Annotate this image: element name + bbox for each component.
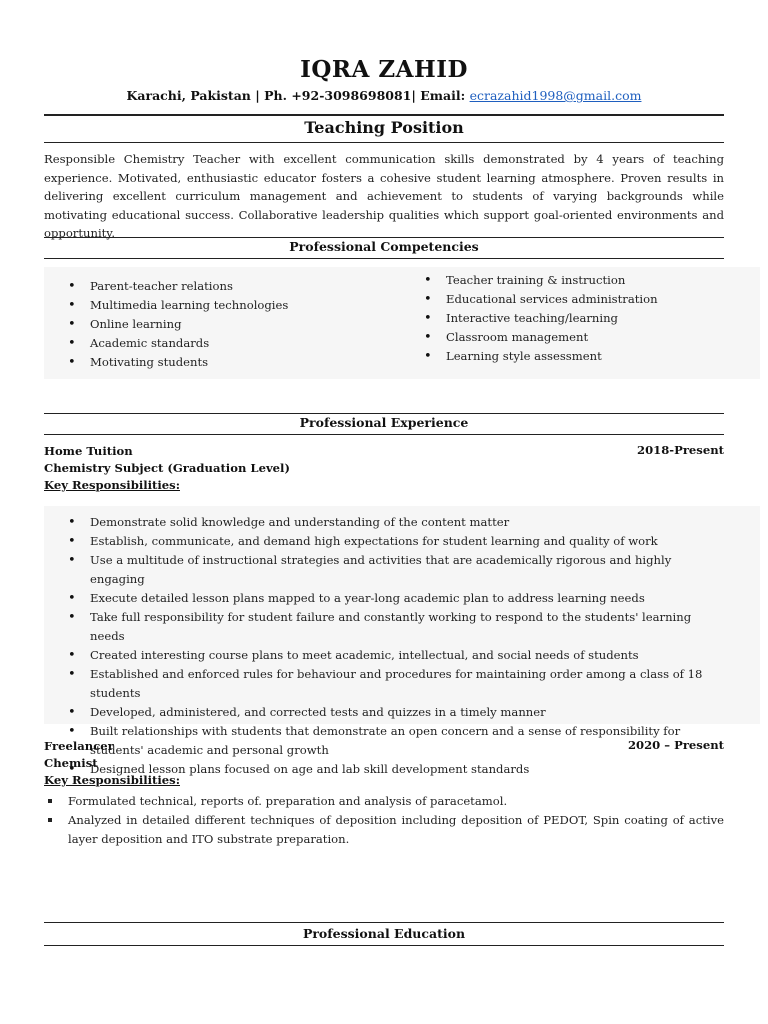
list-item: • Online learning — [64, 315, 384, 334]
list-item: Formulated technical, reports of. preparation and analysis of paracetamol. — [44, 792, 724, 811]
experience-title: Professional Experience — [299, 415, 469, 430]
key-responsibilities-label: Key Responsibilities: — [44, 773, 180, 787]
section-divider — [44, 142, 724, 143]
list-item: • Designed lesson plans focused on age and lab skill development standards — [44, 760, 724, 779]
competencies-left-list — [64, 277, 384, 372]
list-item: • Learning style assessment — [420, 347, 720, 366]
contact-line — [0, 88, 768, 103]
section-divider — [44, 114, 724, 116]
list-item: • Established and enforced rules for behaviour and procedures for maintaining order among a class of 18 students — [44, 665, 724, 703]
job-employer: Home Tuition — [44, 444, 133, 458]
job-dates: 2020 – Present — [627, 738, 724, 752]
list-item: • Use a multitude of instructional strategies and activities that are academically rigorous and highly engaging — [44, 551, 724, 589]
list-item: • Establish, communicate, and demand high expectations for student learning and quality of work — [44, 532, 724, 551]
list-item: • Created interesting course plans to meet academic, intellectual, and social needs of students — [44, 646, 724, 665]
list-item: • Parent-teacher relations — [64, 277, 384, 296]
list-item: Analyzed in detailed different techniques of deposition including deposition of PEDOT, Spin coating of active layer deposition and ITO substrate preparation. — [44, 811, 724, 849]
list-item: • Built relationships with students that demonstrate an open concern and a sense of responsibility for students' academic and personal growth — [44, 722, 724, 760]
list-item: • Teacher training & instruction — [420, 271, 720, 290]
list-item: • Academic standards — [64, 334, 384, 353]
list-item: • Demonstrate solid knowledge and understanding of the content matter — [44, 513, 724, 532]
list-item: • Classroom management — [420, 328, 720, 347]
section-divider — [44, 413, 724, 414]
list-item: • Motivating students — [64, 353, 384, 372]
key-responsibilities-label: Key Responsibilities: — [44, 478, 180, 492]
section-divider — [44, 945, 724, 946]
summary-paragraph: Responsible Chemistry Teacher with excellent communication skills demonstrated by 4 years of teaching experience. Motivated, enthusiastic educator fosters a cohesive student learning atmosphere. Proven results in delivering excellent curriculum management and achievement to students of varying backgrounds while motivating educational success. Collaborative leadership qualities which support goal-oriented environments and opportunity. — [44, 152, 724, 240]
list-item: • Interactive teaching/learning — [420, 309, 720, 328]
list-item: • Multimedia learning technologies — [64, 296, 384, 315]
list-item: • Developed, administered, and corrected tests and quizzes in a timely manner — [44, 703, 724, 722]
job-role: Chemist — [44, 756, 98, 770]
section-divider — [44, 237, 724, 238]
job-2-responsibilities — [44, 792, 724, 849]
job-2-header — [44, 738, 180, 789]
job-role: Chemistry Subject (Graduation Level) — [44, 461, 290, 475]
competencies-title: Professional Competencies — [289, 239, 479, 254]
list-item: • Educational services administration — [420, 290, 720, 309]
competencies-right-list — [420, 271, 720, 366]
candidate-name: IQRA ZAHID — [300, 56, 468, 83]
job-employer: Freelancer — [44, 739, 114, 753]
section-divider — [44, 258, 724, 259]
job-dates: 2018-Present — [637, 443, 724, 457]
email-link[interactable]: ecrazahid1998@gmail.com — [469, 88, 642, 103]
contact-details: Karachi, Pakistan | Ph. +92-3098698081| Email: — [126, 88, 470, 103]
section-divider — [44, 922, 724, 923]
list-item: • Execute detailed lesson plans mapped to a year-long academic plan to address learning needs — [44, 589, 724, 608]
job-1-header — [44, 443, 290, 494]
education-title: Professional Education — [302, 926, 466, 941]
section-divider — [44, 434, 724, 435]
teaching-position-title: Teaching Position — [304, 118, 464, 137]
list-item: • Take full responsibility for student failure and constantly working to respond to the students' learning needs — [44, 608, 724, 646]
